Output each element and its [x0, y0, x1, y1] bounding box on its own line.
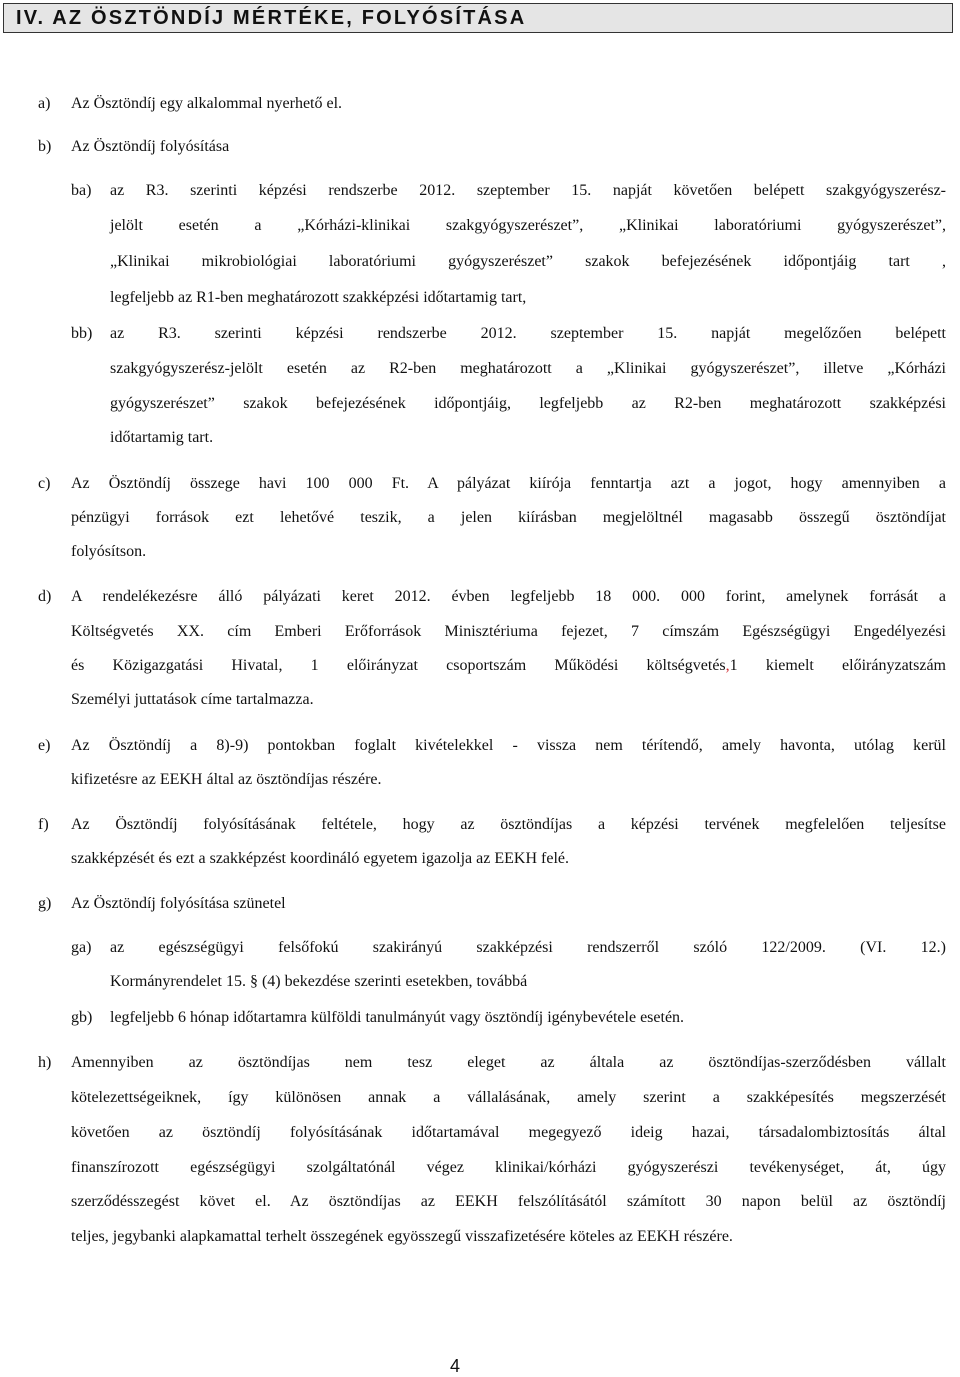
- item-d-label: d): [38, 588, 52, 605]
- item-f-label: f): [38, 816, 49, 833]
- item-f-line: szakképzését és ezt a szakképzést koordináló egyetem igazolja az EEKH felé.: [71, 850, 569, 867]
- item-ba-label: ba): [71, 182, 92, 199]
- item-c-line: Az Ösztöndíj összege havi 100 000 Ft. A pályázat kiírója fenntartja azt a jogot, hogy amennyiben a: [71, 475, 946, 492]
- item-gb-label: gb): [71, 1009, 93, 1026]
- item-h-line: Amennyiben az ösztöndíjas nem tesz eleget az általa az ösztöndíjas-szerződésben vállalt: [71, 1054, 946, 1071]
- section-heading: IV. AZ ÖSZTÖNDÍJ MÉRTÉKE, FOLYÓSÍTÁSA: [3, 3, 953, 33]
- item-d-red-comma: ,: [725, 657, 730, 674]
- item-g-text: Az Ösztöndíj folyósítása szünetel: [71, 895, 286, 912]
- item-h-line: szerződésszegést követ el. Az ösztöndíjas az EEKH felszólításától számított 30 napon belül az ösztöndíj: [71, 1193, 946, 1210]
- item-d-line: Személyi juttatások címe tartalmazza.: [71, 691, 314, 708]
- item-d-line: [71, 656, 946, 676]
- item-d-line: Költségvetés XX. cím Emberi Erőforrások Minisztériuma fejezet, 7 címszám Egészségügyi Engedélyezési: [71, 623, 946, 640]
- item-gb-text: legfeljebb 6 hónap időtartamra külföldi tanulmányút vagy ösztöndíj igénybevétele esetén.: [110, 1009, 685, 1026]
- item-a-text: Az Ösztöndíj egy alkalommal nyerhető el.: [71, 95, 343, 112]
- item-h-line: kötelezettségeiknek, így különösen annak a vállalásának, amely szerint a szakképesítés megszerzését: [71, 1089, 946, 1106]
- item-bb-line: időtartamig tart.: [110, 429, 214, 446]
- item-h-line: finanszírozott egészségügyi szolgáltatónál végez klinikai/kórházi gyógyszerészi tevékenységet, át, úgy: [71, 1159, 946, 1176]
- item-ga-line: Kormányrendelet 15. § (4) bekezdése szerinti esetekben, továbbá: [110, 973, 528, 990]
- item-ba-line: legfeljebb az R1-ben meghatározott szakképzési időtartamig tart,: [110, 289, 527, 306]
- item-ga-label: ga): [71, 939, 92, 956]
- item-h-line: követően az ösztöndíj folyósításának időtartamával megegyező ideig hazai, társadalombiztosítás által: [71, 1124, 946, 1141]
- item-a-label: a): [38, 95, 51, 112]
- item-d-line3-after: 1 kiemelt előirányzatszám: [729, 657, 947, 674]
- item-h-line: teljes, jegybanki alapkamattal terhelt összegének egyösszegű visszafizetésére köteles az EEKH részére.: [71, 1228, 733, 1245]
- item-e-label: e): [38, 737, 51, 754]
- item-c-line: pénzügyi források ezt lehetővé teszik, a jelen kiírásban megjelöltnél magasabb összegű ösztöndíjat: [71, 509, 946, 526]
- item-bb-line: az R3. szerinti képzési rendszerbe 2012. szeptember 15. napját megelőzően belépett: [110, 325, 946, 342]
- item-h-label: h): [38, 1054, 52, 1071]
- item-d-line: A rendelékezésre álló pályázati keret 2012. évben legfeljebb 18 000. 000 forint, amelynek forrását a: [71, 588, 946, 605]
- item-e-line: Az Ösztöndíj a 8)-9) pontokban foglalt kivételekkel - vissza nem térítendő, amely havonta, utólag kerül: [71, 737, 946, 754]
- item-ga-line: az egészségügyi felsőfokú szakirányú szakképzési rendszerről szóló 122/2009. (VI. 12.): [110, 939, 946, 956]
- item-bb-line: gyógyszerészet” szakok befejezésének időpontjáig, legfeljebb az R2-ben meghatározott szakképzési: [110, 395, 946, 412]
- item-e-line: kifizetésre az EEKH által az ösztöndíjas részére.: [71, 771, 382, 788]
- item-b-label: b): [38, 138, 52, 155]
- item-ba-line: az R3. szerinti képzési rendszerbe 2012. szeptember 15. napját követően belépett szakgyógyszerész-: [110, 182, 946, 199]
- item-b-text: Az Ösztöndíj folyósítása: [71, 138, 230, 155]
- item-g-label: g): [38, 895, 52, 912]
- item-c-line: folyósítson.: [71, 543, 147, 560]
- item-f-line: Az Ösztöndíj folyósításának feltétele, hogy az ösztöndíjas a képzési tervének megfelelően teljesítse: [71, 816, 946, 833]
- item-ba-line: jelölt esetén a „Kórházi-klinikai szakgyógyszerészet”, „Klinikai laboratóriumi gyógyszerészet”,: [110, 217, 946, 234]
- item-ba-line: „Klinikai mikrobiológiai laboratóriumi gyógyszerészet” szakok befejezésének időpontjáig tart ,: [110, 253, 946, 270]
- item-c-label: c): [38, 475, 51, 492]
- item-d-line3-before: és Közigazgatási Hivatal, 1 előirányzat csoportszám Működési költségvetés: [71, 657, 726, 674]
- item-bb-line: szakgyógyszerész-jelölt esetén az R2-ben meghatározott a „Klinikai gyógyszerészet”, illetve „Kórházi: [110, 360, 946, 377]
- item-bb-label: bb): [71, 325, 93, 342]
- page-number: 4: [450, 1356, 461, 1376]
